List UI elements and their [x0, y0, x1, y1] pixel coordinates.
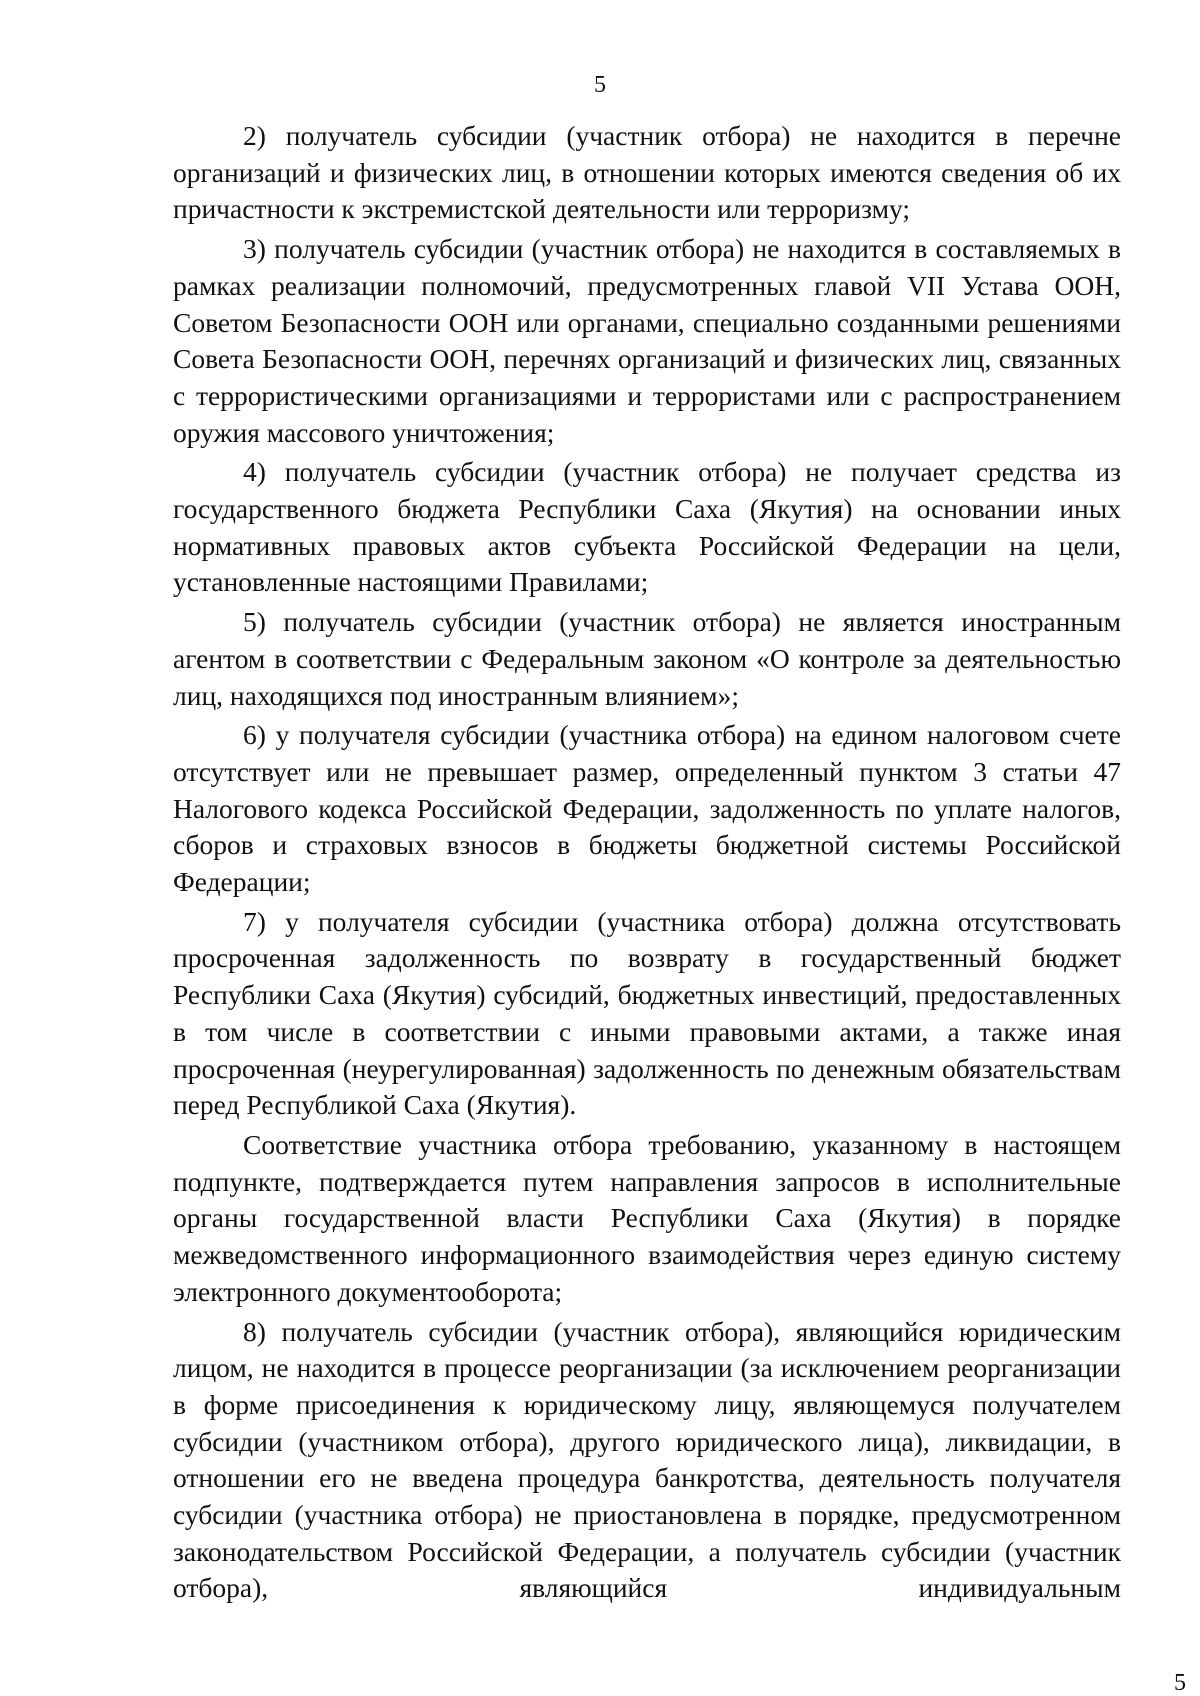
- paragraph-compliance-note: Соответствие участника отбора требованию, указанному в настоящем подпункте, подтверждается путем направления запросов в исполнительные органы государственной власти Республики Саха (Якутия) в порядке межведомственного информационного взаимодействия через единую систему электронного документооборота;: [173, 1128, 1121, 1307]
- paragraph-item-4: 4) получатель субсидии (участник отбора) не получает средства из государственного бюджета Республики Саха (Якутия) на основании иных нормативных правовых актов субъекта Российской Федерации на цели, установленные настоящими Правилами;: [173, 456, 1121, 598]
- paragraph-item-2: 2) получатель субсидии (участник отбора) не находится в перечне организаций и физических лиц, в отношении которых имеются сведения об их причастности к экстремистской деятельности или терроризму;: [173, 120, 1121, 225]
- paragraph-item-6: 6) у получателя субсидии (участника отбора) на едином налоговом счете отсутствует или не превышает размер, определенный пунктом 3 статьи 47 Налогового кодекса Российской Федерации, задолженность по уплате налогов, сборов и страховых взносов в бюджеты бюджетной системы Российской Федерации;: [173, 719, 1121, 898]
- document-body: [173, 118, 1121, 1610]
- page-number: 5: [594, 72, 606, 98]
- paragraph-item-3: 3) получатель субсидии (участник отбора) не находится в составляемых в рамках реализации полномочий, предусмотренных главой VII Устава ООН, Советом Безопасности ООН или органами, специально созданными решениями Совета Безопасности ООН, перечнях организаций и физических лиц, связанных с террористическими организациями и террористами или с распространением оружия массового уничтожения;: [173, 233, 1121, 448]
- paragraph-item-5: 5) получатель субсидии (участник отбора) не является иностранным агентом в соответствии с Федеральным законом «О контроле за деятельностью лиц, находящихся под иностранным влиянием»;: [173, 606, 1121, 711]
- paragraph-item-7: 7) у получателя субсидии (участника отбора) должна отсутствовать просроченная задолженность по возврату в государственный бюджет Республики Саха (Якутия) субсидий, бюджетных инвестиций, предоставленных в том числе в соответствии с иными правовыми актами, а также иная просроченная (неурегулированная) задолженность по денежным обязательствам перед Республикой Саха (Якутия).: [173, 905, 1121, 1121]
- paragraph-item-8: 8) получатель субсидии (участник отбора), являющийся юридическим лицом, не находится в процессе реорганизации (за исключением реорганизации в форме присоединения к юридическому лицу, являющемуся получателем субсидии (участником отбора), другого юридического лица), ликвидации, в отношении его не введена процедура банкротства, деятельность получателя субсидии (участника отбора) не приостановлена в порядке, предусмотренном законодательством Российской Федерации, а получатель субсидии (участник отбора), являющийся индивидуальным: [173, 1315, 1121, 1604]
- corner-page-mark: 5: [1174, 1670, 1186, 1696]
